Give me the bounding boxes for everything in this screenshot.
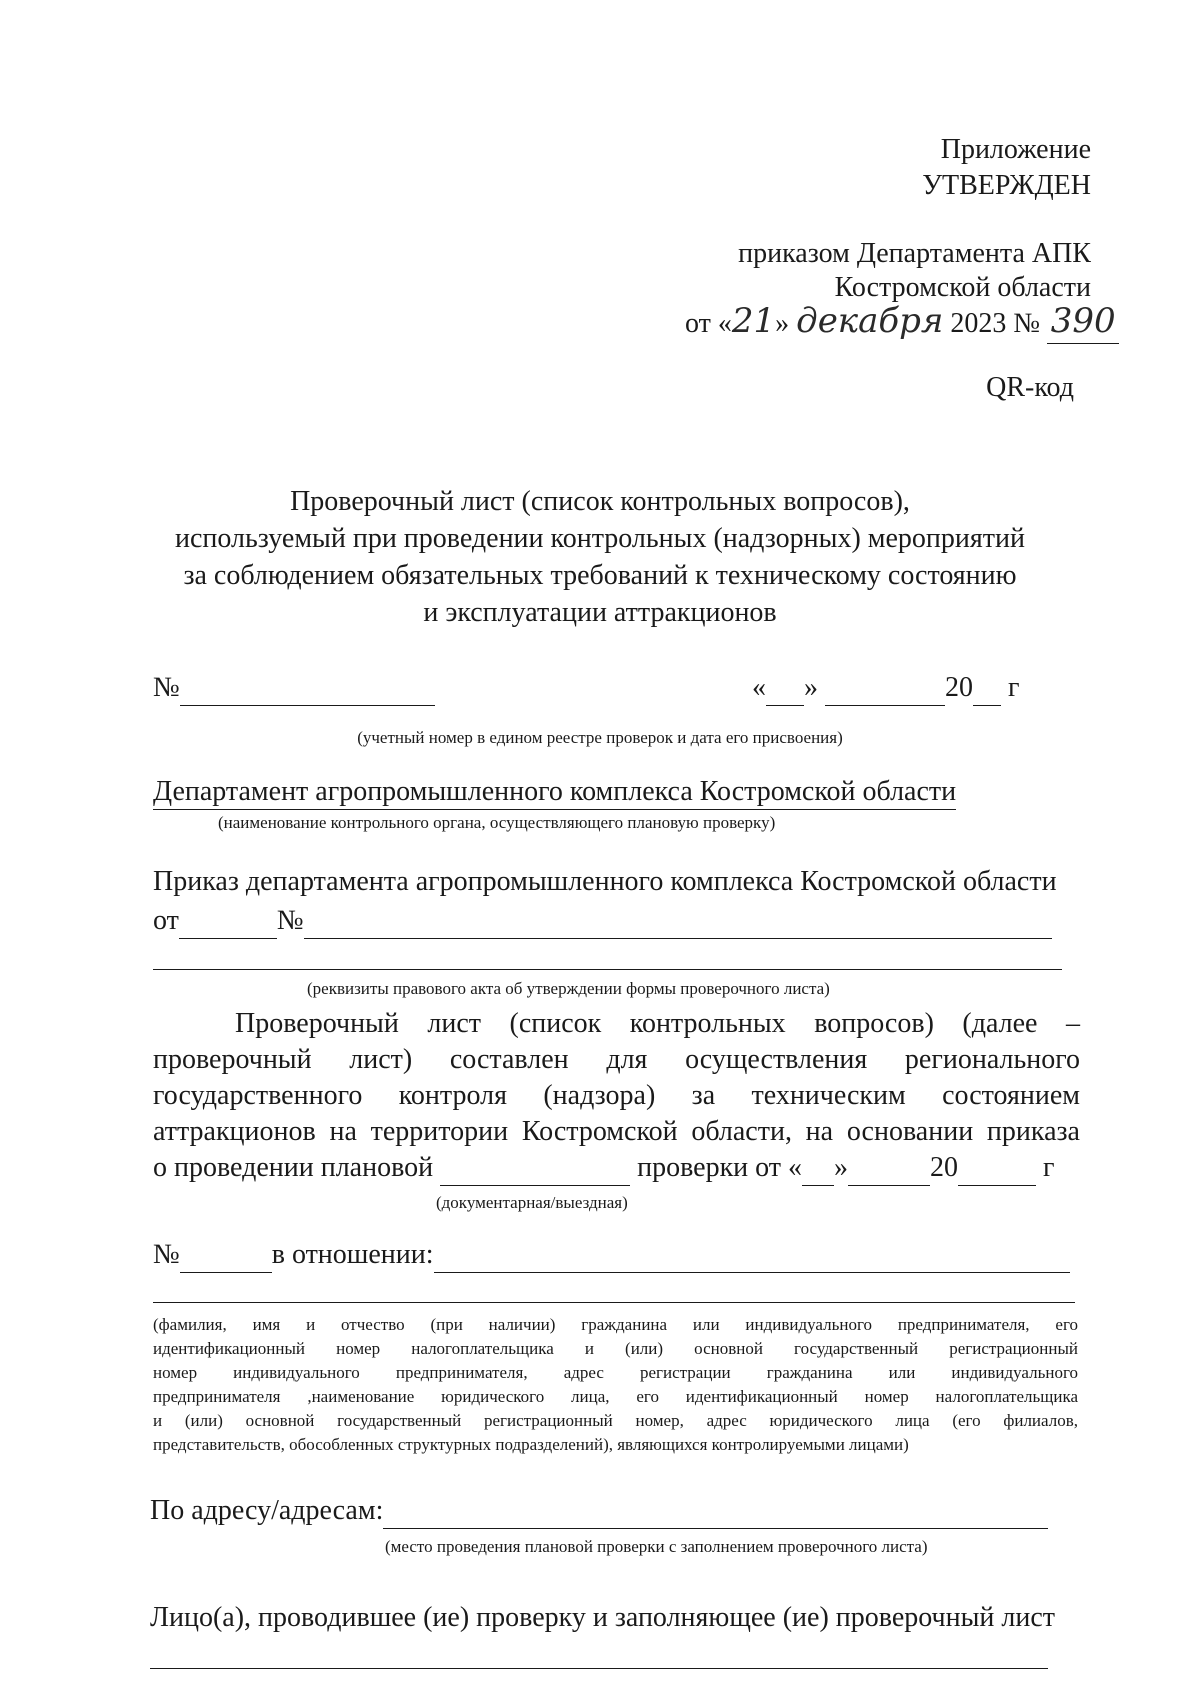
- title-line-4: и эксплуатации аттракционов: [423, 597, 777, 628]
- handwritten-number: 390: [1050, 301, 1116, 341]
- subject-label: в отношении:: [271, 1239, 434, 1270]
- inspection-type-caption: (документарная/выездная): [436, 1193, 628, 1212]
- order-from-label: от: [153, 905, 179, 936]
- subject-caption-line-3: номер индивидуального предпринимателя, адрес регистрации гражданина или индивидуального: [153, 1363, 1078, 1382]
- registry-day-field[interactable]: [766, 670, 804, 706]
- subject-caption-line-6: представительств, обособленных структурных подразделений), являющихся контролируемыми лицами): [153, 1435, 909, 1454]
- from-label: от: [685, 308, 711, 339]
- quote-close: »: [775, 308, 790, 339]
- body-line-4: аттракционов на территории Костромской области, на основании приказа: [153, 1116, 1080, 1147]
- order-line-1: приказом Департамента АПК: [738, 238, 1091, 269]
- registry-date-line: [752, 670, 1019, 706]
- inspector-label: Лицо(а), проводившее (ие) проверку и заполняющее (ие) проверочный лист: [150, 1602, 1056, 1633]
- body-line-5-mid: проверки от «: [637, 1152, 803, 1183]
- approval-date-line: [685, 300, 1119, 344]
- inspection-month-field[interactable]: [848, 1150, 930, 1186]
- body-line-1: Проверочный лист (список контрольных вопросов) (далее –: [235, 1008, 1080, 1039]
- registry-quote-open: «: [752, 672, 766, 703]
- order-title: Приказ департамента агропромышленного комплекса Костромской области: [153, 866, 1057, 897]
- subject-line: [153, 1237, 1070, 1273]
- order-date-field[interactable]: [179, 903, 277, 939]
- department-name: Департамент агропромышленного комплекса Костромской области: [153, 774, 956, 810]
- address-field[interactable]: [383, 1493, 1048, 1529]
- address-label: По адресу/адресам:: [150, 1495, 384, 1526]
- order-number-sign: №: [276, 905, 304, 936]
- body-line-5-end: г: [1043, 1152, 1055, 1183]
- approval-year: 2023: [950, 308, 1007, 339]
- order-extra-line[interactable]: [153, 969, 1062, 970]
- approved-label: УТВЕРЖДЕН: [922, 170, 1091, 201]
- subject-number-field[interactable]: [180, 1237, 272, 1273]
- department-line: [153, 774, 956, 810]
- registry-year-prefix: 20: [945, 672, 973, 703]
- registry-number-field[interactable]: [180, 670, 435, 706]
- registry-number-sign: №: [153, 672, 180, 703]
- qr-code-label: QR-код: [986, 372, 1074, 403]
- registry-quote-close: »: [804, 672, 818, 703]
- body-line-5-close: »: [834, 1152, 849, 1183]
- subject-number-sign: №: [153, 1239, 180, 1270]
- address-caption: (место проведения плановой проверки с заполнением проверочного листа): [385, 1537, 928, 1556]
- registry-year-field[interactable]: [973, 670, 1001, 706]
- subject-caption-line-2: идентификационный номер налогоплательщика и (или) основной государственный регистрационный: [153, 1339, 1078, 1358]
- subject-field[interactable]: [434, 1237, 1070, 1273]
- subject-caption-line-4: предпринимателя ,наименование юридического лица, его идентификационный номер налогоплательщика: [153, 1387, 1078, 1406]
- order-caption: (реквизиты правового акта об утверждении формы проверочного листа): [307, 979, 830, 998]
- title-line-2: используемый при проведении контрольных (надзорных) мероприятий: [175, 523, 1025, 554]
- subject-caption-line-5: и (или) основной государственный регистрационный номер, адрес юридического лица (его филиалов,: [153, 1411, 1078, 1430]
- inspection-day-field[interactable]: [802, 1150, 834, 1186]
- body-line-5-year: 20: [930, 1152, 959, 1183]
- subject-extra-line[interactable]: [153, 1302, 1075, 1303]
- body-line-3: государственного контроля (надзора) за техническим состоянием: [153, 1080, 1080, 1111]
- body-line-5: [153, 1150, 1055, 1186]
- handwritten-number-field: [1047, 300, 1119, 344]
- registry-number-line: [153, 670, 435, 706]
- registry-year-suffix: г: [1008, 672, 1020, 703]
- title-line-3: за соблюдением обязательных требований к техническому состоянию: [183, 560, 1017, 591]
- order-number-field[interactable]: [304, 903, 1052, 939]
- order-line-2: Костромской области: [834, 272, 1091, 303]
- subject-caption-line-1: (фамилия, имя и отчество (при наличии) гражданина или индивидуального предпринимателя, его: [153, 1315, 1078, 1334]
- handwritten-month: декабря: [796, 301, 944, 341]
- registry-caption: (учетный номер в едином реестре проверок и дата его присвоения): [357, 728, 843, 747]
- inspection-type-field[interactable]: [440, 1150, 630, 1186]
- registry-month-field[interactable]: [825, 670, 945, 706]
- address-line: [150, 1493, 1048, 1529]
- title-line-1: Проверочный лист (список контрольных вопросов),: [290, 486, 910, 517]
- body-line-2: проверочный лист) составлен для осуществления регионального: [153, 1044, 1080, 1075]
- quote-open: «: [717, 308, 732, 339]
- department-caption: (наименование контрольного органа, осуществляющего плановую проверку): [218, 813, 776, 832]
- number-sign: №: [1013, 308, 1041, 339]
- appendix-label: Приложение: [940, 134, 1091, 165]
- order-details-line: [153, 903, 1052, 939]
- body-line-5-start: о проведении плановой: [153, 1152, 434, 1183]
- inspector-field[interactable]: [150, 1668, 1048, 1669]
- inspection-year-field[interactable]: [958, 1150, 1036, 1186]
- handwritten-day: 21: [731, 301, 776, 341]
